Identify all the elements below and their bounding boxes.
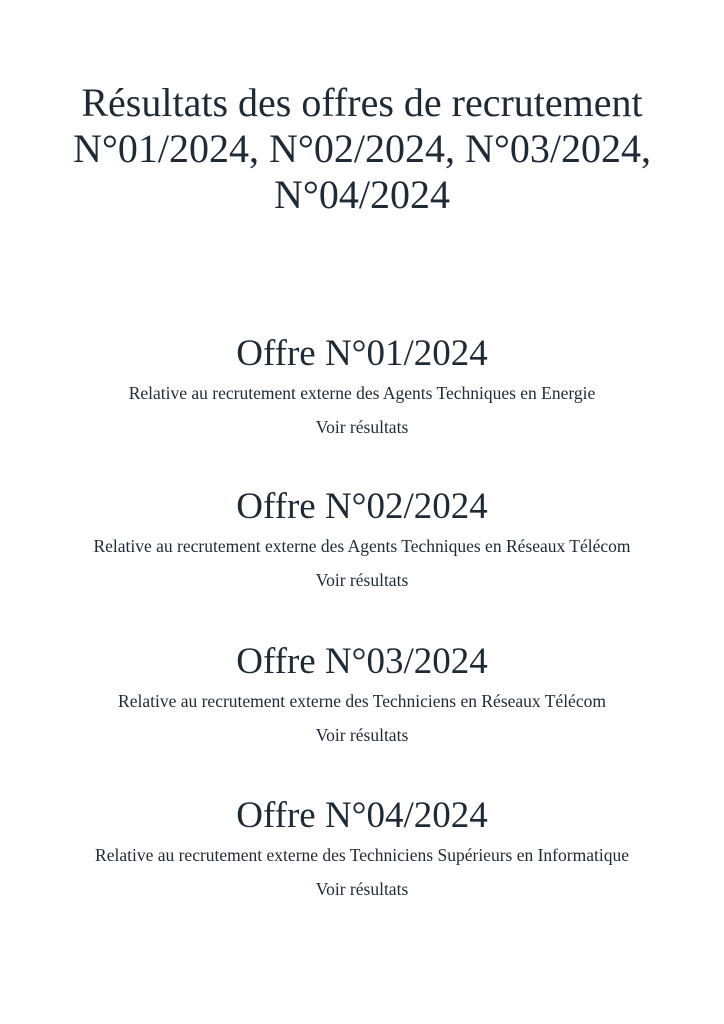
offer-section-01 [40,333,684,439]
offer-section-02 [40,486,684,592]
view-results-link-02[interactable]: Voir résultats [315,570,409,590]
offer-section-04 [40,795,684,901]
offer-title: Offre N°04/2024 [236,795,488,836]
offer-title: Offre N°02/2024 [236,486,488,527]
view-results-link-03[interactable]: Voir résultats [315,725,409,745]
offer-title: Offre N°01/2024 [236,333,488,374]
view-results-link-01[interactable]: Voir résultats [315,417,409,437]
view-results-link-04[interactable]: Voir résultats [315,879,409,899]
offer-description: Relative au recrutement externe des Agents Techniques en Réseaux Télécom [93,536,631,556]
offer-title: Offre N°03/2024 [236,641,488,682]
offer-description: Relative au recrutement externe des Techniciens en Réseaux Télécom [118,691,606,711]
offer-description: Relative au recrutement externe des Agents Techniques en Energie [128,383,596,403]
offer-section-03 [40,641,684,747]
page-title: Résultats des offres de recrutement N°01/2024, N°02/2024, N°03/2024, N°04/2024 [73,80,651,217]
offer-description: Relative au recrutement externe des Techniciens Supérieurs en Informatique [95,845,629,865]
